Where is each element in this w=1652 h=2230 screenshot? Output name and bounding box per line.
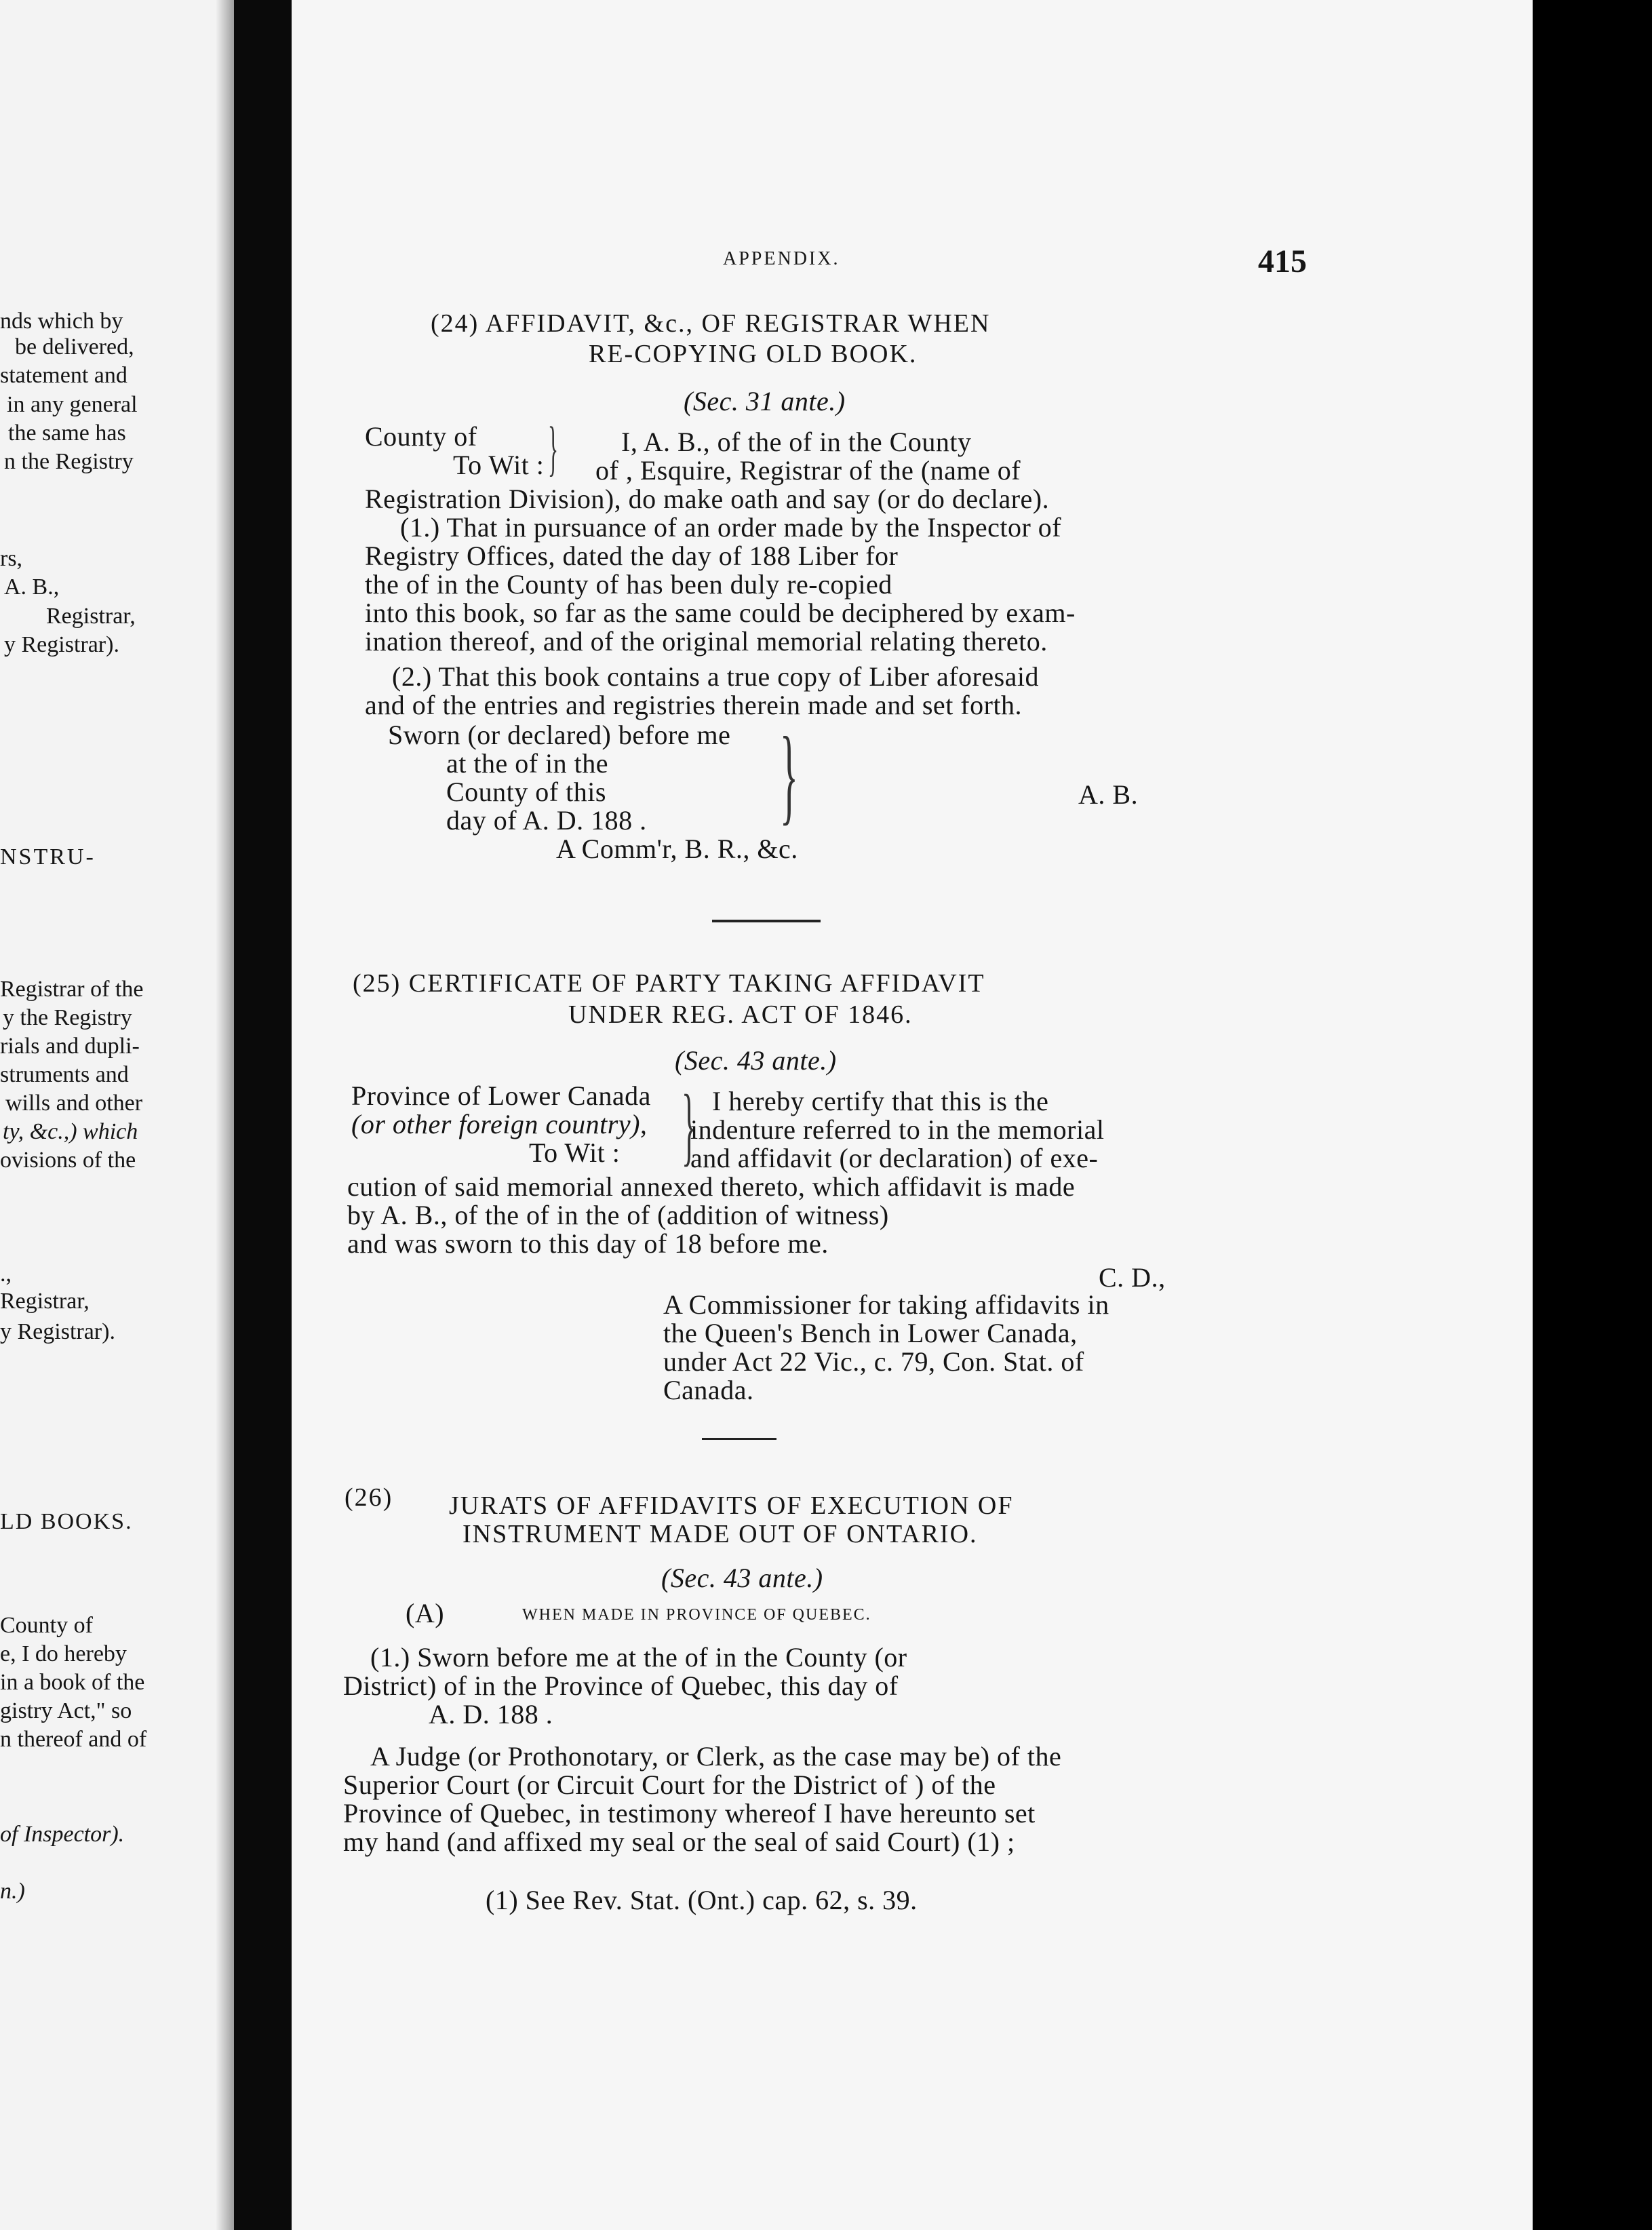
left-line: be delivered, [15,334,134,359]
page-number: 415 [1258,243,1307,279]
left-line: e, I do hereby [0,1641,127,1666]
left-line: nds which by [0,309,123,334]
form26-para1-line: (1.) Sworn before me at the of in the County (or [370,1642,907,1672]
left-line: n the Registry [4,449,134,474]
form25-line: cution of said memorial annexed thereto, which affidavit is made [347,1171,1076,1202]
form25-signer: C. D., [1099,1262,1166,1293]
form26-para2-line: A Judge (or Prothonotary, or Clerk, as the case may be) of the [370,1741,1062,1772]
form24-line: the of in the County of has been duly re-copied [365,569,892,600]
section-divider [702,1438,776,1440]
form24-line: Registration Division), do make oath and say (or do declare). [365,484,1050,514]
form24-jurat-line: day of A. D. 188 . [446,805,647,836]
form25-right-line: indenture referred to in the memorial [690,1114,1105,1145]
form25-line: and was sworn to this day of 18 before me. [347,1228,829,1259]
form26-para2-line: Province of Quebec, in testimony whereof I have hereunto set [343,1798,1036,1828]
form25-right-line: and affidavit (or declaration) of exe- [690,1143,1099,1173]
form26-para2-line: Superior Court (or Circuit Court for the District of ) of the [343,1769,996,1800]
form26-sub-title: WHEN MADE IN PROVINCE OF QUEBEC. [522,1606,871,1624]
left-line: NSTRU- [0,844,96,869]
left-line: y Registrar). [0,1319,115,1344]
form25-sec-ref: (Sec. 43 ante.) [675,1045,837,1076]
form25-signer-desc: the Queen's Bench in Lower Canada, [663,1318,1078,1348]
form25-venue-line: To Wit : [529,1137,621,1168]
left-line: A. B., [4,574,60,600]
left-line: n thereof and of [0,1727,147,1752]
left-line: y the Registry [3,1005,132,1030]
left-line: ovisions of the [0,1148,136,1173]
left-line: struments and [0,1062,129,1087]
form24-line: I, A. B., of the of in the County [621,427,972,457]
form24-line: Registry Offices, dated the day of 188 Liber for [365,541,899,571]
form24-jurat-line: Sworn (or declared) before me [388,720,731,750]
left-line: ty, &c.,) which [3,1119,138,1144]
brace-icon: } [682,1077,696,1175]
form24-title-2: RE-COPYING OLD BOOK. [589,340,918,368]
left-line: LD BOOKS. [0,1509,133,1534]
form25-signer-desc: A Commissioner for taking affidavits in [663,1289,1109,1320]
left-line: statement and [0,363,127,388]
form24-jurat-line: County of this [446,777,606,807]
form26-title-2: INSTRUMENT MADE OUT OF ONTARIO. [463,1520,978,1548]
form24-jurat-signer: A Comm'r, B. R., &c. [556,834,798,864]
left-line: rials and dupli- [0,1034,140,1059]
form26-para1-line: District) of in the Province of Quebec, this day of [343,1670,899,1701]
form24-line: of , Esquire, Registrar of the (name of [595,455,1021,486]
form25-line: by A. B., of the of in the of (addition of witness) [347,1200,889,1230]
left-page-shadow [216,0,234,2230]
form25-venue-line: Province of Lower Canada [351,1080,651,1111]
form24-deponent: A. B. [1078,779,1139,810]
form25-title-2: UNDER REG. ACT OF 1846. [568,1000,913,1029]
form24-line: into this book, so far as the same could be deciphered by exam- [365,598,1076,628]
left-line: in any general [7,392,138,417]
form24-venue-towit: To Wit : [453,450,545,480]
left-line: the same has [8,420,126,446]
left-line: rs, [0,546,23,571]
left-line: ., [0,1261,12,1287]
form24-title: (24) AFFIDAVIT, &c., OF REGISTRAR WHEN [431,309,991,338]
form24-jurat-line: at the of in the [446,748,609,779]
form25-title: (25) CERTIFICATE OF PARTY TAKING AFFIDAVIT [353,969,985,998]
left-line: wills and other [5,1091,143,1116]
section-divider [712,920,821,922]
left-line: in a book of the [0,1670,145,1695]
form24-sec-ref: (Sec. 31 ante.) [684,386,846,416]
form24-venue-county: County of [365,421,477,452]
brace-icon: } [780,714,798,835]
form26-sec-ref: (Sec. 43 ante.) [661,1563,823,1593]
left-line: County of [0,1613,93,1638]
form26-number: (26) [345,1483,393,1512]
left-line: Registrar of the [0,977,144,1002]
left-page-fragment [0,0,234,2230]
form26-footnote: (1) See Rev. Stat. (Ont.) cap. 62, s. 39. [486,1885,918,1915]
brace-icon: } [548,415,559,482]
form24-line: and of the entries and registries therein made and set forth. [365,690,1023,720]
form24-line: ination thereof, and of the original memorial relating thereto. [365,626,1048,657]
left-line: y Registrar). [4,632,119,657]
left-line: gistry Act," so [0,1698,132,1723]
left-line: n.) [0,1879,25,1904]
book-gutter [234,0,292,2230]
left-line: Registrar, [46,604,136,629]
right-page [292,0,1533,2230]
form25-signer-desc: under Act 22 Vic., c. 79, Con. Stat. of [663,1346,1084,1377]
form26-sub-label: (A) [406,1598,445,1628]
form26-para2-line: my hand (and affixed my seal or the seal of said Court) (1) ; [343,1826,1015,1857]
form24-line: (1.) That in pursuance of an order made by the Inspector of [400,512,1062,543]
form26-title: JURATS OF AFFIDAVITS OF EXECUTION OF [449,1491,1014,1520]
form25-venue-line: (or other foreign country), [351,1109,648,1139]
left-line: Registrar, [0,1289,90,1314]
left-line: of Inspector). [0,1822,125,1847]
form24-line: (2.) That this book contains a true copy of Liber aforesaid [392,661,1040,692]
form25-right-line: I hereby certify that this is the [712,1086,1049,1116]
form25-signer-desc: Canada. [663,1375,754,1405]
running-head: APPENDIX. [723,248,840,269]
form26-para1-line: A. D. 188 . [429,1699,553,1729]
